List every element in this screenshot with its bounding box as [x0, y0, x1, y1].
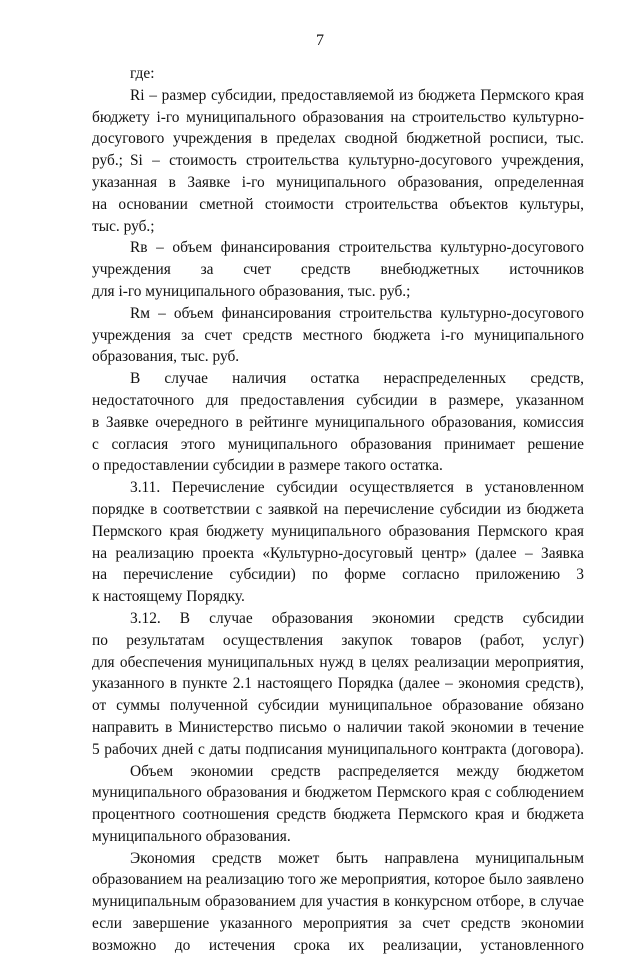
text-line: Rм – объем финансирования строительства культурно-досугового: [130, 304, 584, 322]
text-line: на перечисление субсидии) по форме согласно приложению 3: [92, 566, 584, 584]
text-line: муниципальным образованием для участия в конкурсном отборе, в случае: [92, 893, 584, 911]
text-line: на реализацию проекта «Культурно-досуговый центр» (далее – Заявка: [92, 544, 584, 562]
page-number: 7: [316, 32, 324, 49]
text-line: учреждения за счет средств внебюджетных источников: [92, 261, 584, 279]
text-line: возможно до истечения срока их реализации, установленного: [92, 936, 584, 954]
text-line: образования, тыс. руб.: [92, 348, 240, 366]
text-line: муниципального образования.: [92, 827, 291, 845]
text-line: Rв – объем финансирования строительства культурно-досугового: [130, 239, 584, 257]
text-line: 5 рабочих дней с даты подписания муниципального контракта (договора).: [92, 740, 584, 758]
text-line: недостаточного для предоставления субсидии в размере, указанном: [92, 391, 584, 409]
text-line: для обеспечения муниципальных нужд в целях реализации мероприятия,: [92, 653, 584, 671]
text-line: тыс. руб.;: [92, 217, 155, 235]
text-line: В случае наличия остатка нераспределенных средств,: [130, 370, 584, 388]
text-line: указанного в пункте 2.1 настоящего Порядка (далее – экономия средств),: [92, 675, 584, 693]
text-line: образованием на реализацию того же мероприятия, которое было заявлено: [92, 871, 584, 889]
text-line: в Заявке очередного в рейтинге муниципального образования, комиссия: [92, 413, 584, 431]
text-line: если завершение указанного мероприятия за счет средств экономии: [92, 915, 584, 933]
text-line: для i-го муниципального образования, тыс. руб.;: [92, 282, 411, 300]
text-line: порядке в соответствии с заявкой на перечисление субсидии из бюджета: [92, 500, 584, 518]
text-line: досугового учреждения в пределах сводной бюджетной росписи, тыс. руб.;: [92, 130, 584, 170]
text-line: 3.12. В случае образования экономии средств субсидии: [130, 609, 584, 627]
document-body: [92, 63, 584, 957]
text-line: 3.11. Перечисление субсидии осуществляется в установленном: [130, 479, 584, 497]
text-line: от суммы полученной субсидии муниципальное образование обязано: [92, 697, 584, 715]
text-line: по результатам осуществления закупок товаров (работ, услуг): [92, 631, 584, 649]
text-line: где:: [130, 65, 155, 82]
text-line: бюджету i-го муниципального образования на строительство культурно-: [92, 108, 584, 126]
text-line: к настоящему Порядку.: [92, 588, 245, 606]
text-line: направить в Министерство письмо о наличии такой экономии в течение: [92, 718, 584, 736]
text-line: Экономия средств может быть направлена муниципальным: [130, 849, 584, 867]
text-line: Пермского края бюджету муниципального образования Пермского края: [92, 522, 584, 540]
text-line: с согласия этого муниципального образования принимает решение: [92, 435, 584, 453]
text-line: на основании сметной стоимости строительства объектов культуры,: [92, 195, 584, 213]
text-line: процентного соотношения средств бюджета Пермского края и бюджета: [92, 806, 584, 824]
text-line: Si – стоимость строительства культурно-досугового учреждения,: [130, 152, 584, 170]
text-line: учреждения за счет средств местного бюджета i-го муниципального: [92, 326, 584, 344]
text-line: указанная в Заявке i-го муниципального образования, определенная: [92, 173, 584, 191]
text-line: Ri – размер субсидии, предоставляемой из бюджета Пермского края: [130, 86, 584, 104]
text-line: Объем экономии средств распределяется между бюджетом: [130, 762, 584, 780]
text-line: о предоставлении субсидии в размере такого остатка.: [92, 457, 443, 475]
text-line: муниципального образования и бюджетом Пермского края с соблюдением: [92, 784, 584, 802]
